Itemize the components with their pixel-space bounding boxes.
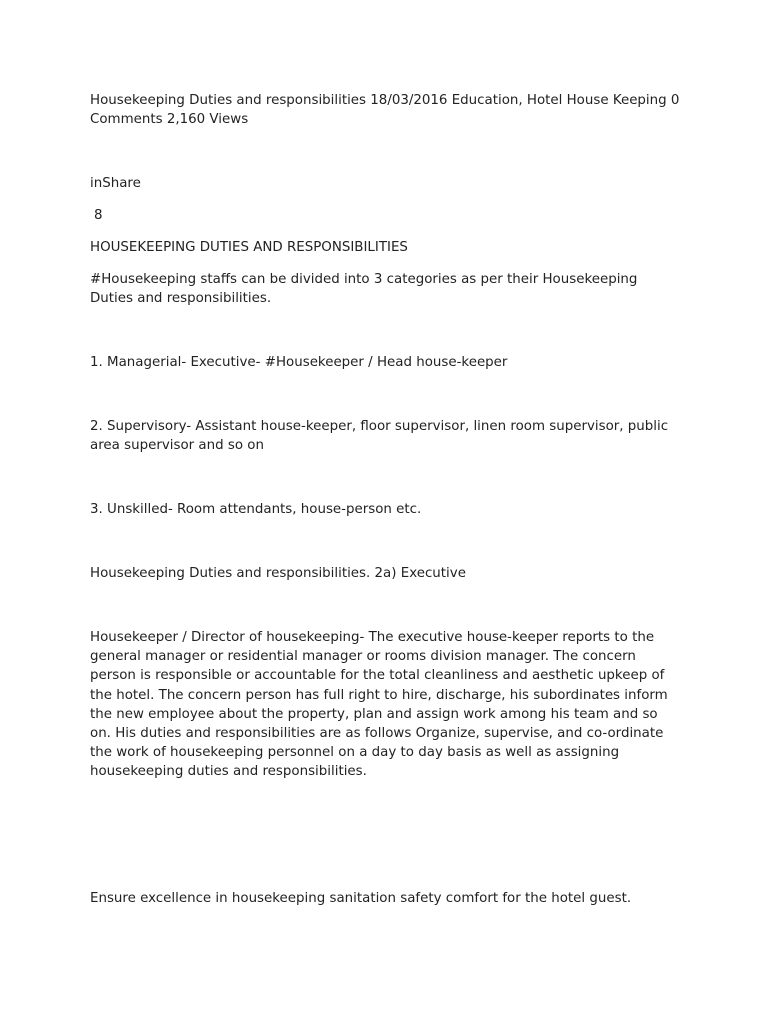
article-heading: HOUSEKEEPING DUTIES AND RESPONSIBILITIES bbox=[90, 240, 408, 255]
category-item-unskilled: 3. Unskilled- Room attendants, house-person etc. bbox=[90, 502, 422, 517]
category-item-supervisory: 2. Supervisory- Assistant house-keeper, floor supervisor, linen room supervisor, public area supervisor and so on bbox=[90, 419, 669, 454]
category-item-managerial: 1. Managerial- Executive- #Housekeeper / Head house-keeper bbox=[90, 355, 508, 370]
share-count: 8 bbox=[94, 208, 103, 223]
inshare-label[interactable]: inShare bbox=[90, 176, 141, 191]
executive-housekeeper-paragraph: Housekeeper / Director of housekeeping- The executive house-keeper reports to the general manager or residential manager or rooms division manager. The concern person is responsible or accountable for the total cleanliness and aesthetic upkeep of the hotel. The concern person has full right to hire, discharge, his subordinates inform the new employee about the property, plan and assign work among his team and so on. His duties and responsibilities are as follows Organize, supervise, and co-ordinate the work of housekeeping personnel on a day to day basis as well as assigning housekeeping duties and responsibilities. bbox=[90, 630, 668, 780]
post-meta-header: Housekeeping Duties and responsibilities 18/03/2016 Education, Hotel House Keeping 0 Comments 2,160 Views bbox=[90, 93, 680, 128]
intro-paragraph: #Housekeeping staffs can be divided into 3 categories as per their Housekeeping Duties and responsibilities. bbox=[90, 272, 638, 307]
section-subheading: Housekeeping Duties and responsibilities. 2a) Executive bbox=[90, 566, 466, 581]
closing-paragraph: Ensure excellence in housekeeping sanitation safety comfort for the hotel guest. bbox=[90, 891, 632, 906]
